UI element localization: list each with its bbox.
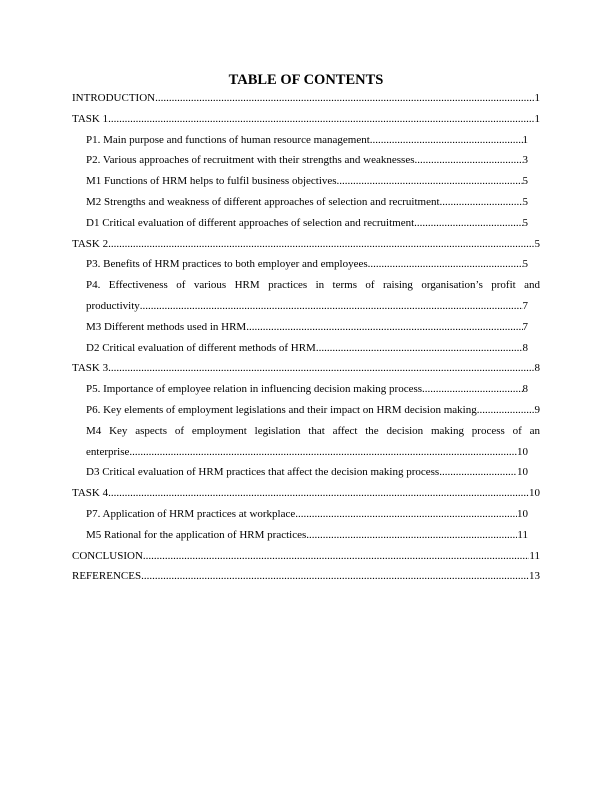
toc-page-number: 5 [522, 175, 528, 188]
toc-page-number: 1 [534, 112, 540, 125]
toc-entry-label: P2. Various approaches of recruitment with their strengths and weaknesses [86, 154, 415, 167]
toc-entry-label: P1. Main purpose and functions of human resource management [86, 133, 370, 146]
toc-page-number: 11 [517, 528, 528, 541]
toc-leader-dots [316, 338, 523, 359]
toc-leader-dots [108, 234, 534, 255]
toc-page-number: 3 [522, 154, 528, 167]
toc-entry-label: REFERENCES [72, 570, 142, 583]
toc-page-number: 10 [529, 487, 540, 500]
toc-leader-dots [414, 213, 522, 234]
toc-page-number: 11 [529, 549, 540, 562]
toc-entry-m4-line1[interactable]: M4 Key aspects of employment legislation that affect the decision making process of an [86, 424, 540, 437]
toc-leader-dots [108, 109, 534, 130]
toc-entry-label: P7. Application of HRM practices at workplace [86, 507, 296, 520]
toc-leader-dots [477, 400, 535, 421]
toc-page-number: 5 [534, 237, 540, 250]
toc-page-number: 1 [534, 92, 540, 104]
toc-entry-label: P5. Importance of employee relation in influencing decision making process [86, 383, 423, 396]
toc-entry-label: enterprise [86, 445, 130, 458]
toc-entry-p5[interactable] [72, 379, 540, 400]
toc-entry-label: P3. Benefits of HRM practices to both employer and employees [86, 258, 368, 271]
toc-leader-dots [155, 88, 534, 109]
toc-entry-label: P6. Key elements of employment legislations and their impact on HRM decision making [86, 403, 477, 416]
toc-page-number: 10 [517, 507, 528, 520]
toc-page-number: 10 [517, 445, 528, 458]
toc-page-number: 8 [522, 383, 528, 396]
toc-leader-dots [370, 130, 523, 151]
toc-entry-label: TASK 2 [72, 237, 109, 250]
toc-entry-conclusion[interactable] [72, 546, 540, 567]
toc-entry-m4-line2[interactable] [72, 442, 540, 463]
toc-page-number: 7 [522, 299, 528, 312]
toc-leader-dots [108, 483, 529, 504]
toc-entry-p3[interactable] [72, 254, 540, 275]
toc-entry-task-3[interactable] [72, 358, 540, 379]
toc-page-number: 9 [534, 403, 540, 416]
toc-entry-label: D2 Critical evaluation of different methods of HRM [86, 341, 316, 354]
toc-leader-dots [108, 358, 534, 379]
toc-page-number: 7 [522, 320, 528, 333]
toc-leader-dots [143, 546, 530, 567]
toc-entry-p2[interactable] [72, 150, 540, 171]
toc-entry-p6[interactable] [72, 400, 540, 421]
toc-leader-dots [337, 171, 523, 192]
toc-entry-label: productivity [86, 299, 140, 312]
toc-entry-task-2[interactable] [72, 234, 540, 255]
toc-entry-label: M2 Strengths and weakness of different approaches of selection and recruitment [86, 195, 440, 208]
toc-entry-task-4[interactable] [72, 483, 540, 504]
toc-title: TABLE OF CONTENTS [228, 72, 384, 88]
toc-leader-dots [306, 525, 517, 546]
toc-entry-label: TASK 4 [72, 487, 109, 500]
toc-leader-dots [295, 504, 517, 525]
toc-leader-dots [415, 150, 523, 171]
table-of-contents [72, 88, 540, 587]
toc-page-number: 8 [522, 341, 528, 354]
toc-entry-d3[interactable] [72, 462, 540, 483]
toc-leader-dots [440, 192, 523, 213]
toc-entry-label: INTRODUCTION [72, 92, 156, 104]
toc-entry-p4-line2[interactable] [72, 296, 540, 317]
toc-entry-p1[interactable] [72, 130, 540, 151]
toc-entry-label: TASK 1 [72, 112, 109, 125]
toc-entry-m1[interactable] [72, 171, 540, 192]
toc-entry-task-1[interactable] [72, 109, 540, 130]
toc-entry-label: D3 Critical evaluation of HRM practices that affect the decision making process [86, 466, 440, 479]
toc-entry-p7[interactable] [72, 504, 540, 525]
toc-leader-dots [439, 462, 517, 483]
toc-entry-d2[interactable] [72, 338, 540, 359]
toc-entry-label: M5 Rational for the application of HRM practices [86, 528, 307, 541]
toc-entry-m3[interactable] [72, 317, 540, 338]
toc-entry-m2[interactable] [72, 192, 540, 213]
toc-leader-dots [422, 379, 522, 400]
toc-page-number: 5 [522, 216, 528, 229]
toc-entry-label: M1 Functions of HRM helps to fulfil business objectives [86, 175, 337, 188]
toc-page-number: 5 [522, 258, 528, 271]
toc-entry-label: D1 Critical evaluation of different approaches of selection and recruitment [86, 216, 415, 229]
toc-leader-dots [140, 296, 523, 317]
toc-leader-dots [368, 254, 523, 275]
toc-leader-dots [141, 566, 529, 587]
toc-page-number: 8 [534, 362, 540, 375]
toc-leader-dots [129, 442, 517, 463]
toc-leader-dots [246, 317, 522, 338]
toc-page-number: 10 [517, 466, 528, 479]
toc-entry-label: M3 Different methods used in HRM [86, 320, 247, 333]
toc-entry-p4-line1[interactable]: P4. Effectiveness of various HRM practices in terms of raising organisation’s profit and [86, 279, 540, 292]
toc-entry-label: TASK 3 [72, 362, 109, 375]
toc-page-number: 1 [522, 133, 528, 146]
toc-page-number: 13 [529, 570, 540, 583]
toc-entry-m5[interactable] [72, 525, 540, 546]
toc-page-number: 5 [522, 195, 528, 208]
toc-entry-references[interactable] [72, 566, 540, 587]
toc-entry-label: CONCLUSION [72, 549, 143, 562]
toc-entry-d1[interactable] [72, 213, 540, 234]
toc-entry-introduction[interactable] [72, 88, 540, 109]
